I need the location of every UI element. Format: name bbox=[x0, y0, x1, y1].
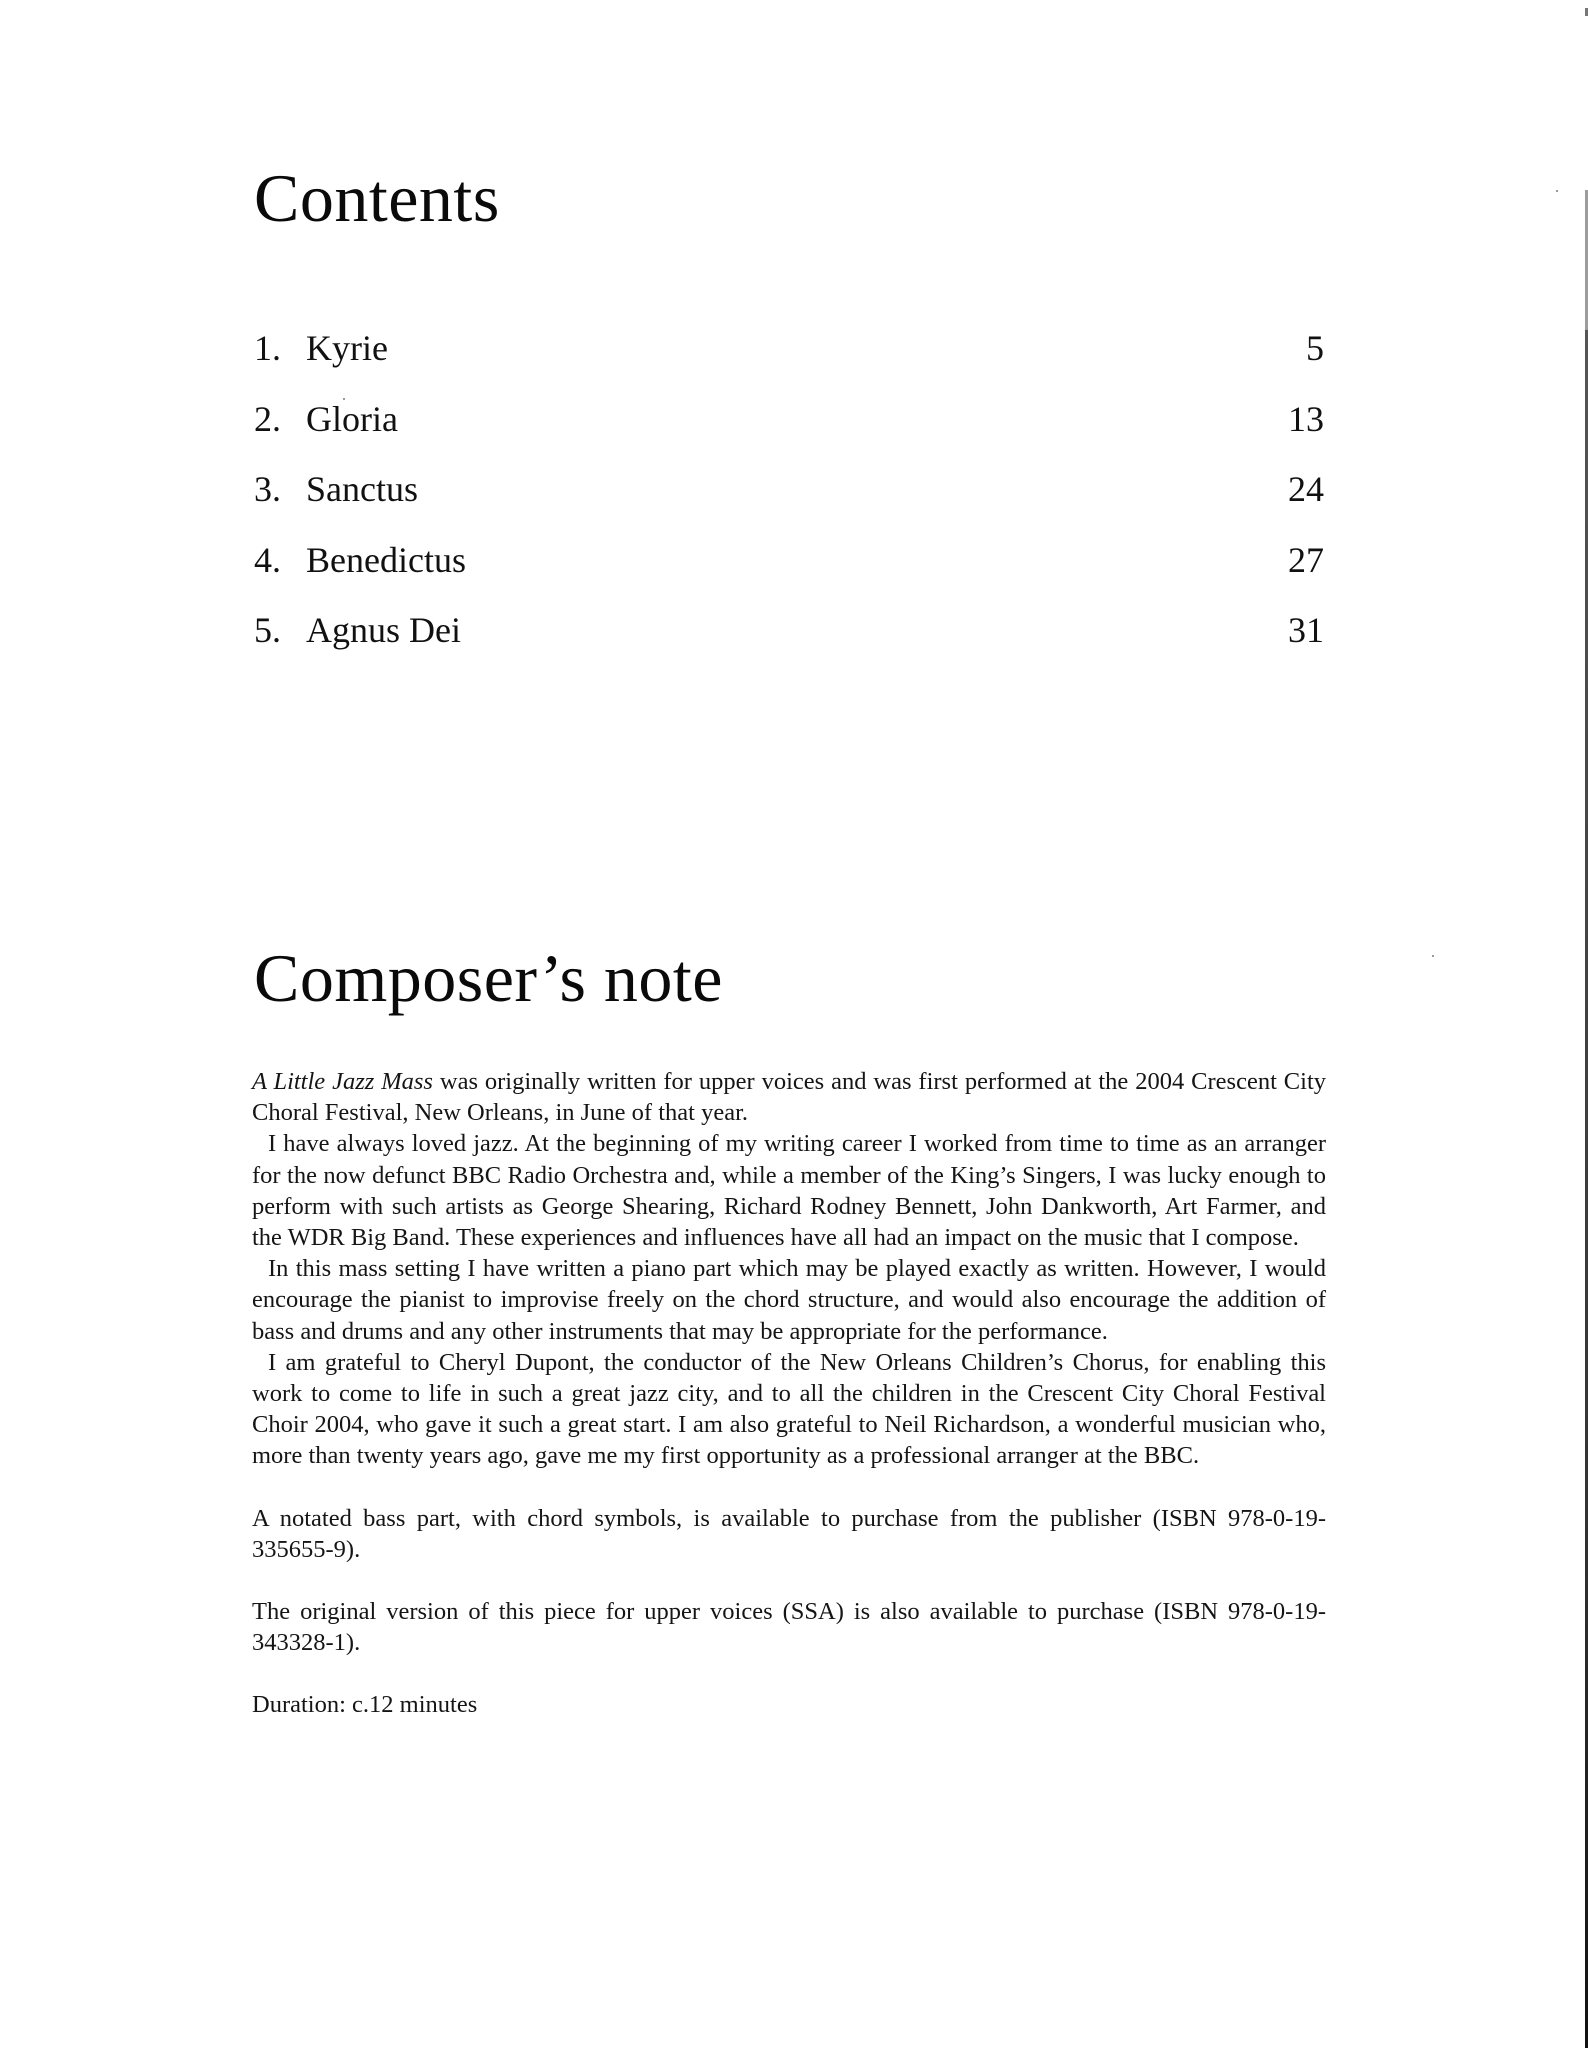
toc-entry-title: Sanctus bbox=[306, 469, 418, 509]
toc-entry-agnus-dei[interactable] bbox=[254, 612, 1324, 683]
original-version-notice: The original version of this piece for upper voices (SSA) is also available to purchase (ISBN 978-0-19-343328-1). bbox=[252, 1598, 1326, 1657]
toc-entry-page: 24 bbox=[1288, 469, 1324, 509]
contents-heading: Contents bbox=[254, 160, 500, 236]
duration-note: Duration: c.12 minutes bbox=[252, 1691, 478, 1719]
toc-entry-page: 31 bbox=[1288, 610, 1324, 650]
note-paragraph-piano-part: In this mass setting I have written a piano part which may be played exactly as written. However, I would encourage the pianist to improvise freely on the chord structure, and would also encourage the addition of bass and drums and any other instruments that may be appropriate for the performance. bbox=[252, 1255, 1326, 1345]
composers-note-heading: Composer’s note bbox=[254, 940, 723, 1016]
toc-entry-sanctus[interactable] bbox=[254, 471, 1324, 542]
toc-entry-number: 4. bbox=[254, 539, 281, 580]
note-paragraph-intro bbox=[252, 1066, 1326, 1128]
toc-entry-page: 5 bbox=[1306, 328, 1324, 368]
toc-entry-page: 13 bbox=[1288, 398, 1324, 439]
table-of-contents bbox=[254, 330, 1324, 683]
toc-entry-title: Gloria bbox=[306, 398, 398, 439]
toc-entry-benedictus[interactable] bbox=[254, 539, 1324, 613]
note-paragraph-jazz-background: I have always loved jazz. At the beginning of my writing career I worked from time to time as an arranger for the now defunct BBC Radio Orchestra and, while a member of the King’s Singers, I was lucky enough to perform with such artists as George Shearing, Richard Rodney Bennett, John Dankworth, Art Farmer, and the WDR Big Band. These experiences and influences have all had an impact on the music that I compose. bbox=[252, 1130, 1326, 1252]
bass-part-notice: A notated bass part, with chord symbols, is available to purchase from the publisher (ISBN 978-0-19-335655-9). bbox=[252, 1504, 1326, 1563]
toc-entry-title: Agnus Dei bbox=[306, 610, 461, 650]
note-paragraph-text: was originally written for upper voices and was first performed at the 2004 Crescent City Choral Festival, New Orleans, in June of that year. bbox=[252, 1068, 1326, 1127]
toc-entry-title: Benedictus bbox=[306, 539, 466, 580]
scan-speck bbox=[1432, 955, 1434, 957]
toc-entry-number: 1. bbox=[254, 328, 281, 368]
toc-entry-number: 3. bbox=[254, 469, 281, 509]
work-title: A Little Jazz Mass bbox=[252, 1068, 433, 1095]
toc-entry-gloria[interactable] bbox=[254, 398, 1324, 472]
note-paragraph-acknowledgements: I am grateful to Cheryl Dupont, the conductor of the New Orleans Children’s Chorus, for enabling this work to come to life in such a great jazz city, and to all the children in the Crescent City Choral Festival Choir 2004, who gave it such a great start. I am also grateful to Neil Richardson, a wonderful musician who, more than twenty years ago, gave me my first opportunity as a professional arranger at the BBC. bbox=[252, 1348, 1326, 1470]
toc-entry-number: 2. bbox=[254, 398, 281, 439]
toc-entry-number: 5. bbox=[254, 610, 281, 650]
toc-entry-title: Kyrie bbox=[306, 328, 388, 368]
toc-entry-kyrie[interactable] bbox=[254, 330, 1324, 401]
scan-speck bbox=[1556, 190, 1558, 192]
composers-note-body bbox=[252, 1066, 1326, 1721]
toc-entry-page: 27 bbox=[1288, 539, 1324, 580]
